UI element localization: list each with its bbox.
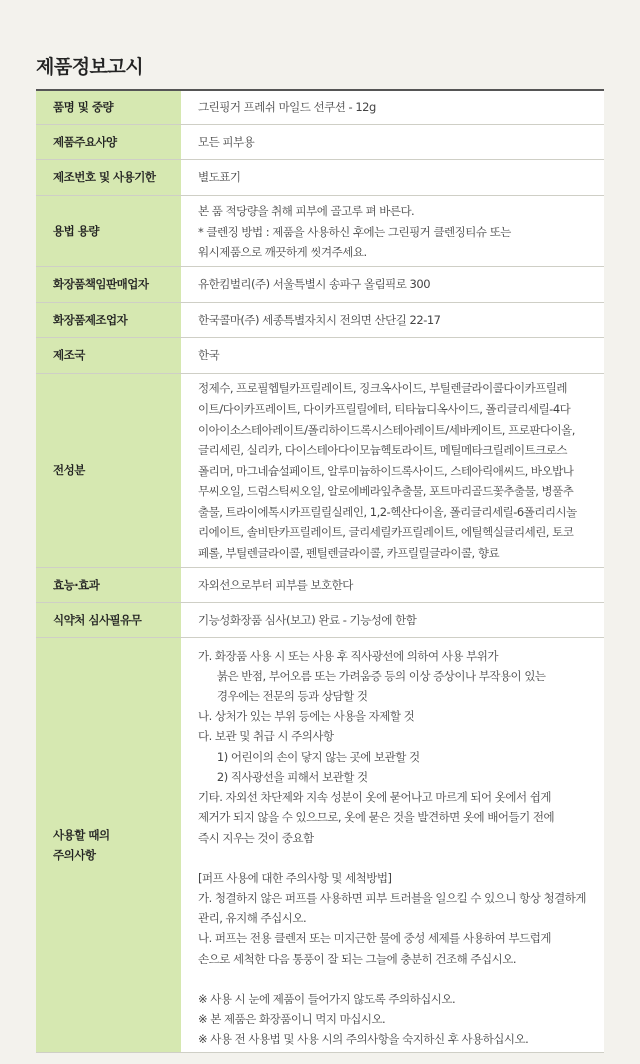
value-line: 기타. 자외선 차단제와 지속 성분이 옷에 묻어나고 마르게 되어 옷에서 쉽게 bbox=[198, 790, 551, 805]
row-label: 효능·효과 bbox=[36, 567, 181, 602]
info-row bbox=[36, 266, 604, 302]
row-label: 전성분 bbox=[36, 373, 181, 567]
row-label: 용법 용량 bbox=[36, 195, 181, 266]
info-row bbox=[36, 124, 604, 159]
row-value bbox=[181, 159, 604, 195]
value-line: 본 품 적당량을 취해 피부에 골고루 펴 바른다. bbox=[198, 204, 415, 219]
value-line: ※ 사용 시 눈에 제품이 들어가지 않도록 주의하십시오. bbox=[198, 991, 456, 1006]
value-line: 이아이소스테아레이트/폴리하이드록시스테아레이트/세바케이트, 프로판다이올, bbox=[198, 422, 575, 437]
row-label-line: 사용할 때의 bbox=[53, 827, 110, 842]
value-line: 유한킴벌리(주) 서울특별시 송파구 올림픽로 300 bbox=[198, 277, 431, 291]
value-line: ※ 사용 전 사용법 및 사용 시의 주의사항을 숙지하신 후 사용하십시오. bbox=[198, 1032, 529, 1047]
spacer bbox=[198, 969, 598, 989]
value-line: 정제수, 프로필헵틸카프릴레이트, 징크옥사이드, 부틸렌글라이콜다이카프릴레 bbox=[198, 381, 568, 396]
value-line: 글리세린, 실리카, 다이스테아다이모늄헥토라이트, 메틸메타크릴레이트크로스 bbox=[198, 443, 568, 458]
value-line: 다. 보관 및 취급 시 주의사항 bbox=[198, 729, 334, 744]
row-label: 품명 및 중량 bbox=[36, 90, 181, 124]
row-value bbox=[181, 337, 604, 373]
row-label: 식약처 심사필유무 bbox=[36, 602, 181, 637]
value-line: 가. 청결하지 않은 퍼프를 사용하면 피부 트러블을 일으킬 수 있으니 항상 청결하게 bbox=[198, 890, 586, 905]
value-line: 한국콜마(주) 세종특별자치시 전의면 산단길 22-17 bbox=[198, 312, 441, 327]
value-line: 기능성화장품 심사(보고) 완료 - 기능성에 한함 bbox=[198, 612, 417, 627]
value-line: 즉시 지우는 것이 중요함 bbox=[198, 830, 314, 845]
row-value bbox=[181, 266, 604, 302]
value-line: 무씨오일, 드럼스틱씨오일, 알로에베라잎추출물, 포트마리골드꽃추출물, 병풀추 bbox=[198, 484, 574, 499]
value-line: 이트/다이카프레이트, 다이카프릴릴에터, 티타늄디옥사이드, 폴리글리세릴-4다 bbox=[198, 401, 571, 416]
row-value bbox=[181, 567, 604, 602]
value-line: [퍼프 사용에 대한 주의사항 및 세척방법] bbox=[198, 870, 392, 885]
value-line: 손으로 세척한 다음 통풍이 잘 되는 그늘에 충분히 건조해 주십시오. bbox=[198, 951, 516, 966]
info-row bbox=[36, 90, 604, 124]
value-line: 그린핑거 프레쉬 마일드 선쿠션 - 12g bbox=[198, 100, 376, 115]
info-row bbox=[36, 159, 604, 195]
info-row bbox=[36, 373, 604, 567]
product-info-table bbox=[36, 89, 604, 1053]
value-line: 나. 상처가 있는 부위 등에는 사용을 자제할 것 bbox=[198, 709, 415, 724]
value-line: * 클렌징 방법 : 제품을 사용하신 후에는 그린핑거 클렌징티슈 또는 bbox=[198, 224, 511, 239]
value-line: 가. 화장품 사용 시 또는 사용 후 직사광선에 의하여 사용 부위가 bbox=[198, 648, 498, 663]
value-line: 2) 직사광선을 피해서 보관할 것 bbox=[198, 769, 368, 784]
row-value bbox=[181, 373, 604, 567]
info-row bbox=[36, 302, 604, 337]
row-value bbox=[181, 124, 604, 159]
page-title: 제품정보고시 bbox=[36, 56, 144, 78]
value-line: 자외선으로부터 피부를 보호한다 bbox=[198, 577, 353, 592]
row-label: 화장품제조업자 bbox=[36, 302, 181, 337]
row-label: 제조국 bbox=[36, 337, 181, 373]
value-line: 별도표기 bbox=[198, 170, 241, 184]
info-row bbox=[36, 567, 604, 602]
value-line: 붉은 반점, 부어오름 또는 가려움증 등의 이상 증상이나 부작용이 있는 bbox=[198, 668, 546, 683]
row-label: 제품주요사양 bbox=[36, 124, 181, 159]
value-line: 폴리머, 마그네슘설페이트, 알루미늄하이드록사이드, 스테아릭애씨드, 바오밥나 bbox=[198, 463, 574, 478]
value-line: 나. 퍼프는 전용 클렌저 또는 미지근한 물에 중성 세제를 사용하여 부드럽게 bbox=[198, 931, 551, 946]
row-label: 화장품책임판매업자 bbox=[36, 266, 181, 302]
value-line: 모든 피부용 bbox=[198, 134, 255, 149]
value-line: 출물, 트라이에톡시카프릴릴실레인, 1,2-헥산다이올, 폴리글리세릴-6폴리리시놀 bbox=[198, 504, 577, 519]
value-line: 한국 bbox=[198, 348, 220, 362]
value-line: 페롤, 부틸렌글라이콜, 펜틸렌글라이콜, 카프릴릴글라이콜, 향료 bbox=[198, 546, 500, 561]
row-label bbox=[36, 637, 181, 1052]
value-line: 경우에는 전문의 등과 상담할 것 bbox=[198, 689, 368, 704]
value-line: 제거가 되지 않을 수 있으므로, 옷에 묻은 것을 발견하면 옷에 배어들기 전에 bbox=[198, 810, 555, 825]
row-value bbox=[181, 302, 604, 337]
row-value bbox=[181, 602, 604, 637]
info-row bbox=[36, 602, 604, 637]
row-value bbox=[181, 195, 604, 266]
value-line: 워시제품으로 깨끗하게 씻겨주세요. bbox=[198, 245, 367, 260]
value-line: 관리, 유지해 주십시오. bbox=[198, 911, 307, 926]
row-value bbox=[181, 90, 604, 124]
info-row bbox=[36, 637, 604, 1052]
value-line: ※ 본 제품은 화장품이니 먹지 마십시오. bbox=[198, 1011, 386, 1026]
row-value bbox=[181, 637, 604, 1052]
spacer bbox=[198, 848, 598, 868]
value-line: 1) 어린이의 손이 닿지 않는 곳에 보관할 것 bbox=[198, 749, 420, 764]
row-label-line: 주의사항 bbox=[53, 847, 96, 862]
value-line: 리에이트, 솔비탄카프릴레이트, 글리세릴카프릴레이트, 에틸헥실글리세린, 토코 bbox=[198, 525, 574, 540]
row-label: 제조번호 및 사용기한 bbox=[36, 159, 181, 195]
info-row bbox=[36, 195, 604, 266]
info-row bbox=[36, 337, 604, 373]
